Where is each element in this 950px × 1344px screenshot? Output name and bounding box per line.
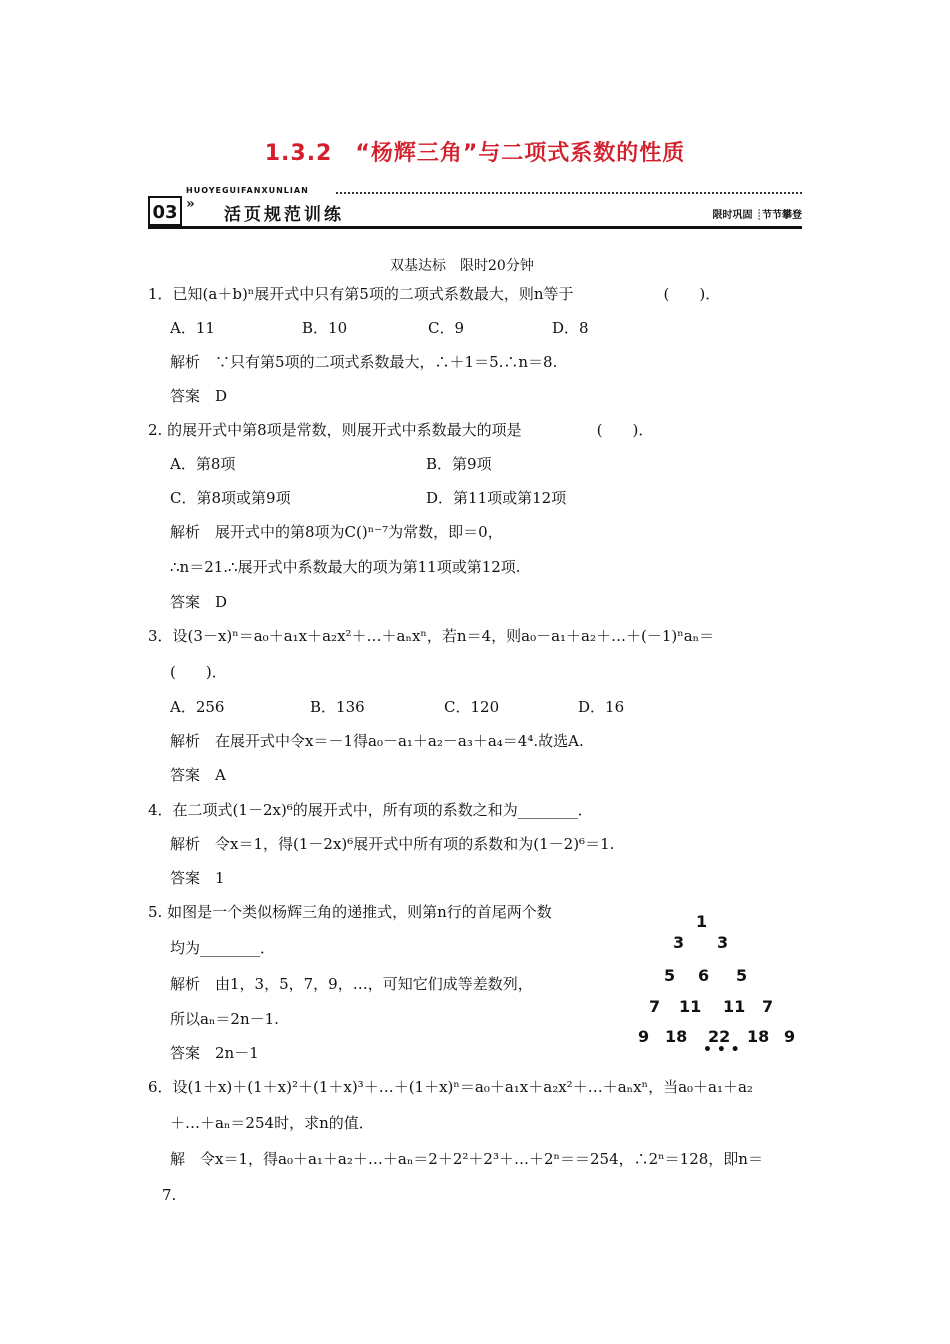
triangle-number: 18 xyxy=(747,1027,770,1046)
q3-stem-1: 3．设(3－x)ⁿ＝a₀＋a₁x＋a₂x²＋…＋aₙxⁿ，若n＝4，则a₀－a₁＋a₂＋…＋(－1)ⁿaₙ＝ xyxy=(148,627,715,645)
q2-option-b: B．第9项 xyxy=(426,455,492,473)
q1-analysis: 解析 ∵只有第5项的二项式系数最大，∴＋1＝5.∴n＝8. xyxy=(170,353,558,371)
q1-option-c: C．9 xyxy=(428,319,465,337)
q6-stem-2: ＋…＋aₙ＝254时，求n的值． xyxy=(170,1114,374,1132)
q5-answer: 答案 2n－1 xyxy=(170,1044,259,1062)
triangle-number: 9 xyxy=(638,1027,650,1046)
triangle-number: 5 xyxy=(736,966,748,985)
q3-option-b: B．136 xyxy=(310,698,365,716)
banner-number: 03 xyxy=(148,196,182,226)
q4-stem: 4．在二项式(1－2x)⁶的展开式中，所有项的系数之和为________． xyxy=(148,801,593,819)
banner-pinyin: HUOYEGUIFANXUNLIAN xyxy=(186,186,309,195)
q2-option-d: D．第11项或第12项 xyxy=(426,489,567,507)
q6-solution-1: 解 令x＝1，得a₀＋a₁＋a₂＋…＋aₙ＝2＋2²＋2³＋…＋2ⁿ＝＝254，∴2ⁿ＝128，即n＝ xyxy=(170,1150,763,1168)
triangle-number: 7 xyxy=(649,997,661,1016)
q2-analysis-2: ∴n＝21.∴展开式中系数最大的项为第11项或第12项. xyxy=(170,558,521,576)
banner-name: 活页规范训练 xyxy=(224,205,344,225)
banner-right-label: 限时巩固 ┊节节攀登 xyxy=(712,210,802,221)
q6-solution-2: 7. xyxy=(162,1186,177,1204)
q1-option-a: A．11 xyxy=(170,319,215,337)
q4-analysis: 解析 令x＝1，得(1－2x)⁶展开式中所有项的系数和为(1－2)⁶＝1. xyxy=(170,835,615,853)
triangle-number: 6 xyxy=(698,966,710,985)
q6-stem-1: 6．设(1＋x)＋(1＋x)²＋(1＋x)³＋…＋(1＋x)ⁿ＝a₀＋a₁x＋a₂x²＋…＋aₙxⁿ，当a₀＋a₁＋a₂ xyxy=(148,1078,753,1096)
q2-stem: 2. 的展开式中第8项是常数，则展开式中系数最大的项是 ( )． xyxy=(148,421,654,439)
q3-option-a: A．256 xyxy=(170,698,225,716)
q1-option-d: D．8 xyxy=(552,319,589,337)
q5-stem-1: 5. 如图是一个类似杨辉三角的递推式，则第n行的首尾两个数 xyxy=(148,903,552,921)
triangle-number: 11 xyxy=(679,997,702,1016)
triangle-number: 9 xyxy=(784,1027,796,1046)
section-heading: 双基达标 限时20分钟 xyxy=(390,258,534,274)
triangle-number: 18 xyxy=(665,1027,688,1046)
q4-answer: 答案 1 xyxy=(170,869,225,887)
banner-underline xyxy=(148,226,802,229)
q2-analysis-1: 解析 展开式中的第8项为C()ⁿ⁻⁷为常数，即＝0， xyxy=(170,523,503,541)
q3-option-d: D．16 xyxy=(578,698,625,716)
triangle-number: 1 xyxy=(696,912,708,931)
triangle-number: 5 xyxy=(664,966,676,985)
q3-stem-2: ( )． xyxy=(170,663,227,681)
triangle-ellipsis: • • • xyxy=(703,1042,740,1058)
q2-option-a: A．第8项 xyxy=(170,455,236,473)
q1-option-b: B．10 xyxy=(302,319,348,337)
banner-dotted-line xyxy=(336,192,802,194)
q2-answer: 答案 D xyxy=(170,593,228,611)
q5-analysis-2: 所以aₙ＝2n－1. xyxy=(170,1010,279,1028)
page-title: 1.3.2 “杨辉三角”与二项式系数的性质 xyxy=(264,141,686,166)
q2-option-c: C．第8项或第9项 xyxy=(170,489,291,507)
q5-analysis-1: 解析 由1，3，5，7，9，…，可知它们成等差数列， xyxy=(170,975,533,993)
triangle-number: 22 xyxy=(708,1027,731,1046)
triangle-number: 11 xyxy=(723,997,746,1016)
section-banner xyxy=(148,186,802,228)
q1-stem: 1．已知(a＋b)ⁿ展开式中只有第5项的二项式系数最大，则n等于 ( )． xyxy=(148,285,721,303)
triangle-number: 7 xyxy=(762,997,774,1016)
q1-answer: 答案 D xyxy=(170,387,228,405)
q3-option-c: C．120 xyxy=(444,698,500,716)
chevron-right-icon: » xyxy=(186,196,195,212)
q3-analysis: 解析 在展开式中令x＝－1得a₀－a₁＋a₂－a₃＋a₄＝4⁴.故选A. xyxy=(170,732,584,750)
triangle-number: 3 xyxy=(717,933,729,952)
q3-answer: 答案 A xyxy=(170,766,226,784)
triangle-number: 3 xyxy=(673,933,685,952)
q5-stem-2: 均为________． xyxy=(170,939,276,957)
